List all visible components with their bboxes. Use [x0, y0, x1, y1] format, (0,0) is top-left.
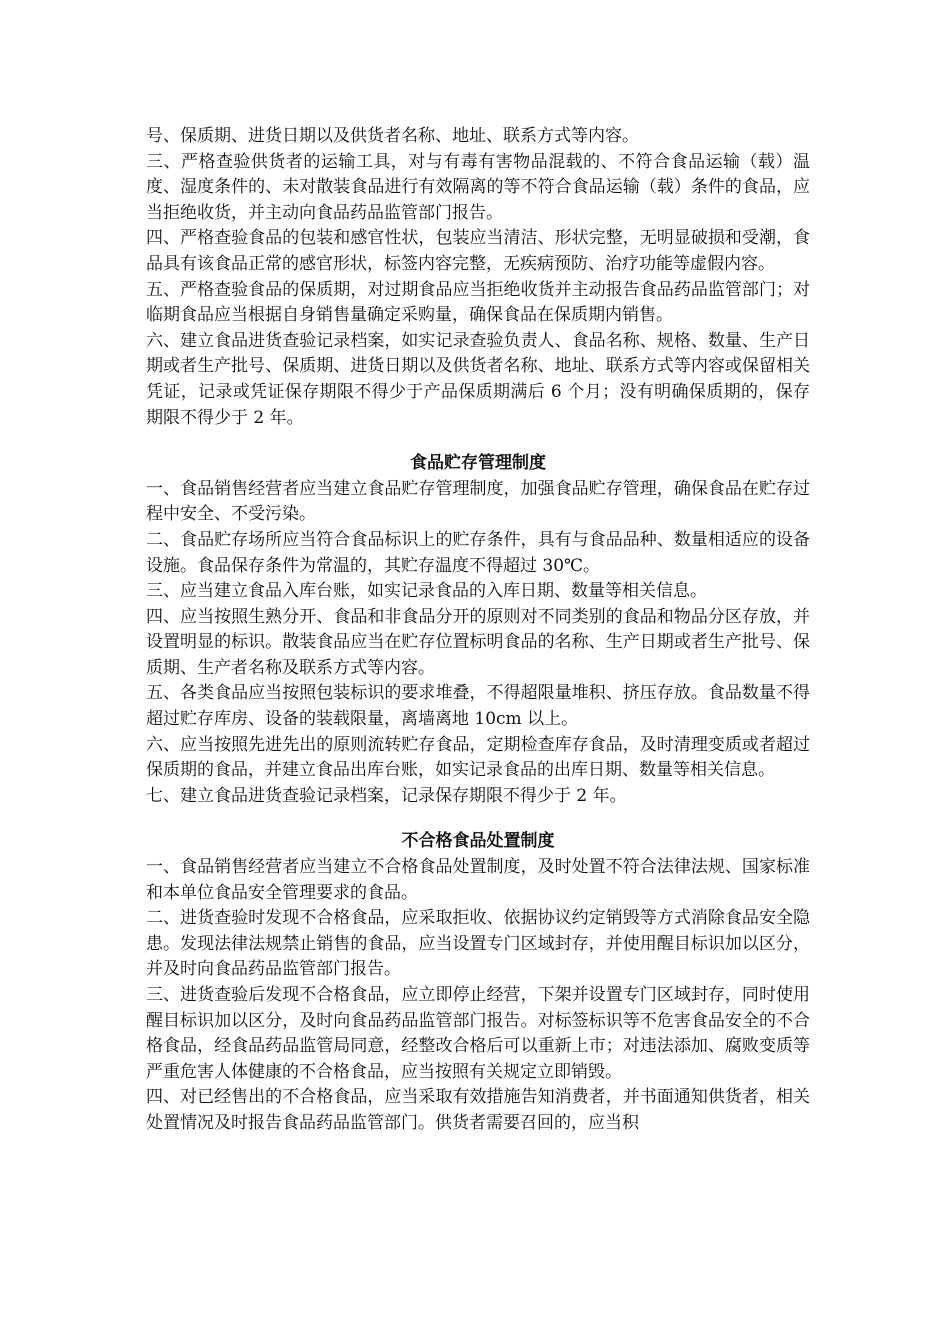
nonconforming-paragraph: 一、食品销售经营者应当建立不合格食品处置制度，及时处置不符合法律法规、国家标准和本单位食品安全管理要求的食品。	[146, 857, 810, 903]
nonconforming-section-title: 不合格食品处置制度	[401, 831, 555, 852]
intro-section	[146, 124, 810, 431]
nonconforming-paragraph: 四、对已经售出的不合格食品，应当采取有效措施告知消费者，并书面通知供货者，相关处置情况及时报告食品药品监管部门。供货者需要召回的，应当积	[146, 1087, 810, 1133]
storage-paragraph: 一、食品销售经营者应当建立食品贮存管理制度，加强食品贮存管理，确保食品在贮存过程中安全、不受污染。	[146, 478, 810, 525]
section-spacer	[146, 431, 810, 451]
nonconforming-paragraph: 二、进货查验时发现不合格食品，应采取拒收、依据协议约定销毁等方式消除食品安全隐患。发现法律法规禁止销售的食品，应当设置专门区域封存，并使用醒目标识加以区分，并及时向食品药品监管部门报告。	[146, 908, 810, 980]
intro-paragraph: 号、保质期、进货日期以及供货者名称、地址、联系方式等内容。	[146, 126, 639, 146]
storage-paragraph: 五、各类食品应当按照包装标识的要求堆叠，不得超限量堆积、挤压存放。食品数量不得超过贮存库房、设备的装载限量，离墙离地 10cm 以上。	[146, 683, 810, 730]
intro-paragraph: 六、建立食品进货查验记录档案，如实记录查验负责人、食品名称、规格、数量、生产日期或者生产批号、保质期、进货日期以及供货者名称、地址、联系方式等内容或保留相关凭证，记录或凭证保存期限不得少于产品保质期满后 6 个月；没有明确保质期的，保存期限不得少于 2 年。	[146, 330, 810, 428]
nonconforming-paragraph: 三、进货查验后发现不合格食品，应立即停止经营，下架并设置专门区域封存，同时使用醒目标识加以区分，及时向食品药品监管部门报告。对标签标识等不危害食品安全的不合格食品，经食品药品监管局同意，经整改合格后可以重新上市；对违法添加、腐败变质等严重危害人体健康的不合格食品，应当按照有关规定立即销毁。	[146, 985, 810, 1082]
nonconforming-section	[146, 829, 810, 1136]
section-spacer	[146, 809, 810, 829]
storage-paragraph: 七、建立食品进货查验记录档案，记录保存期限不得少于 2 年。	[146, 785, 627, 806]
storage-paragraph: 三、应当建立食品入库台账，如实记录食品的入库日期、数量等相关信息。	[146, 581, 707, 602]
document-page	[146, 124, 810, 1137]
storage-paragraph: 二、食品贮存场所应当符合食品标识上的贮存条件，具有与食品品种、数量相适应的设备设施。食品保存条件为常温的，其贮存温度不得超过 30℃。	[146, 529, 810, 576]
intro-paragraph: 三、严格查验供货者的运输工具，对与有毒有害物品混载的、不符合食品运输（载）温度、湿度条件的、未对散装食品进行有效隔离的等不符合食品运输（载）条件的食品，应当拒绝收货，并主动向食品药品监管部门报告。	[146, 151, 810, 223]
storage-section-title: 食品贮存管理制度	[410, 453, 546, 474]
intro-paragraph: 四、严格查验食品的包装和感官性状，包装应当清洁、形状完整，无明显破损和受潮，食品具有该食品正常的感官形状，标签内容完整，无疾病预防、治疗功能等虚假内容。	[146, 228, 810, 274]
storage-paragraph: 四、应当按照生熟分开、食品和非食品分开的原则对不同类别的食品和物品分区存放，并设置明显的标识。散装食品应当在贮存位置标明食品的名称、生产日期或者生产批号、保质期、生产者名称及联系方式等内容。	[146, 606, 810, 678]
intro-paragraph: 五、严格查验食品的保质期，对过期食品应当拒绝收货并主动报告食品药品监管部门；对临期食品应当根据自身销售量确定采购量，确保食品在保质期内销售。	[146, 279, 810, 326]
storage-paragraph: 六、应当按照先进先出的原则流转贮存食品，定期检查库存食品，及时清理变质或者超过保质期的食品，并建立食品出库台账，如实记录食品的出库日期、数量等相关信息。	[146, 734, 810, 781]
storage-section	[146, 451, 810, 809]
